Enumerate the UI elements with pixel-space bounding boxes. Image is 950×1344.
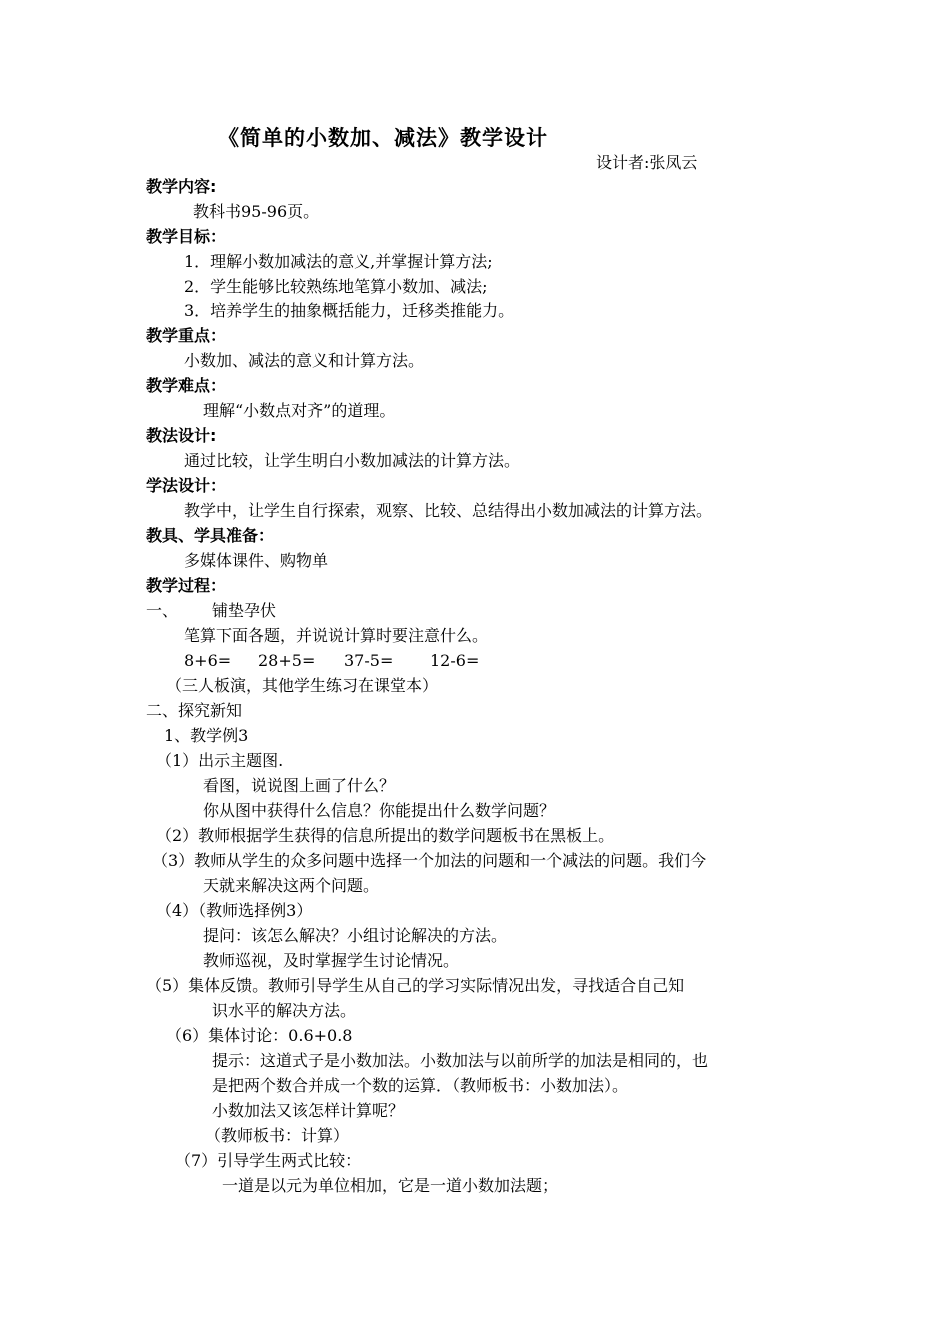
teaching-method-text: 通过比较，让学生明白小数加减法的计算方法。 <box>184 451 521 470</box>
goal-item-3: 3．培养学生的抽象概括能力，迁移类推能力。 <box>184 301 515 320</box>
author-line: 设计者:张凤云 <box>596 153 698 172</box>
heading-process: 教学过程： <box>146 576 227 595</box>
step-6-line-c: 小数加法又该怎样计算呢？ <box>212 1101 405 1120</box>
heading-study-method: 学法设计： <box>146 476 227 495</box>
section-1-number: 一、 <box>146 601 179 620</box>
equation-3: 37-5= <box>344 651 394 670</box>
key-point-text: 小数加、减法的意义和计算方法。 <box>184 351 425 370</box>
heading-goals: 教学目标： <box>146 227 227 246</box>
content-text: 教科书95-96页。 <box>193 202 320 221</box>
section-1-note: （三人板演，其他学生练习在课堂本） <box>166 676 439 695</box>
section-2-title: 二、探究新知 <box>146 701 243 720</box>
heading-key-point: 教学重点： <box>146 326 227 345</box>
step-5: （5）集体反馈。教师引导学生从自己的学习实际情况出发，寻找适合自己知 <box>146 976 685 995</box>
study-method-text: 教学中，让学生自行探索，观察、比较、总结得出小数加减法的计算方法。 <box>184 501 713 520</box>
section-1-title: 铺垫孕伏 <box>212 601 277 620</box>
tools-text: 多媒体课件、购物单 <box>184 551 329 570</box>
step-1-line-a: 看图，说说图上画了什么？ <box>203 776 396 795</box>
equation-row <box>184 650 479 672</box>
equation-2: 28+5= <box>258 651 316 670</box>
step-7: （7）引导学生两式比较： <box>175 1151 362 1170</box>
section-1-task: 笔算下面各题，并说说计算时要注意什么。 <box>184 626 489 645</box>
example-heading: 1、教学例3 <box>164 726 249 745</box>
step-1: （1）出示主题图. <box>156 751 284 770</box>
step-6-line-d: （教师板书：计算） <box>205 1126 350 1145</box>
heading-teaching-method: 教法设计: <box>146 426 217 445</box>
step-5-continued: 识水平的解决方法。 <box>212 1001 357 1020</box>
heading-tools: 教具、学具准备： <box>146 526 275 545</box>
heading-difficulty: 教学难点： <box>146 376 227 395</box>
step-1-line-b: 你从图中获得什么信息？你能提出什么数学问题？ <box>203 801 556 820</box>
goal-item-2: 2．学生能够比较熟练地笔算小数加、减法; <box>184 277 488 296</box>
equation-4: 12-6= <box>430 651 480 670</box>
step-2: （2）教师根据学生获得的信息所提出的数学问题板书在黑板上。 <box>156 826 615 845</box>
step-7-line-a: 一道是以元为单位相加，它是一道小数加法题； <box>222 1176 559 1195</box>
step-3-continued: 天就来解决这两个问题。 <box>203 876 380 895</box>
document-title: 《简单的小数加、减法》教学设计 <box>218 125 548 150</box>
step-4: （4）（教师选择例3） <box>156 901 313 920</box>
step-6-line-b: 是把两个数合并成一个数的运算．（教师板书：小数加法）。 <box>212 1076 629 1095</box>
step-4-line-b: 教师巡视，及时掌握学生讨论情况。 <box>203 951 460 970</box>
equation-1: 8+6= <box>184 651 232 670</box>
step-6-line-a: 提示：这道式子是小数加法。小数加法与以前所学的加法是相同的，也 <box>212 1051 709 1070</box>
heading-content: 教学内容: <box>146 177 217 196</box>
difficulty-text: 理解“小数点对齐”的道理。 <box>203 401 396 420</box>
step-6: （6）集体讨论：0.6+0.8 <box>166 1026 353 1045</box>
step-4-line-a: 提问：该怎么解决？小组讨论解决的方法。 <box>203 926 508 945</box>
goal-item-1: 1．理解小数加减法的意义,并掌握计算方法; <box>184 252 493 271</box>
step-3: （3）教师从学生的众多问题中选择一个加法的问题和一个减法的问题。我们今 <box>152 851 707 870</box>
